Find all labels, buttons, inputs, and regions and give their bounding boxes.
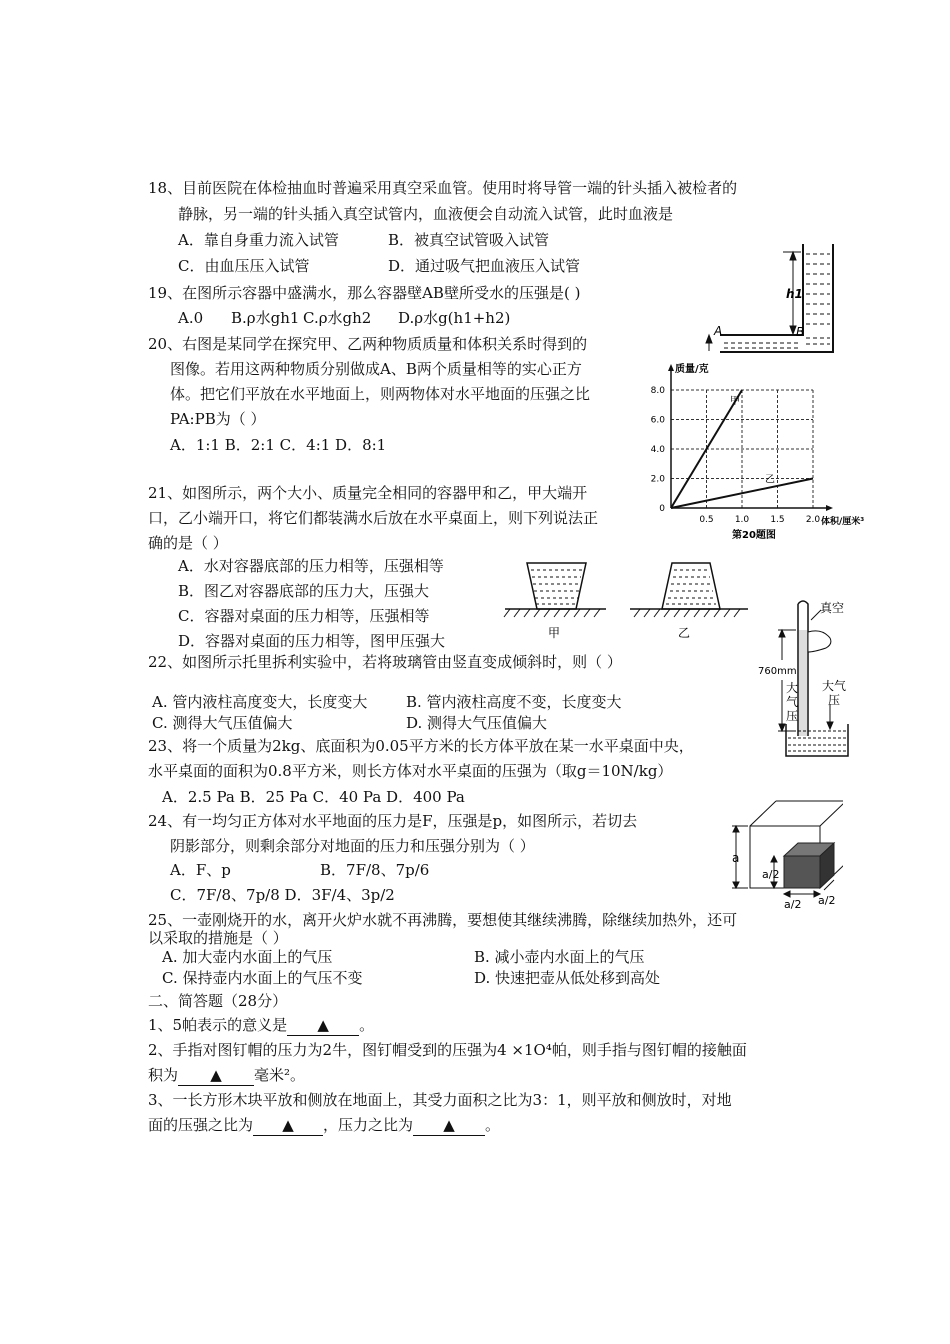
q24-label-a2-bottom: a/2 (784, 898, 802, 910)
y-tick-label: 6.0 (650, 415, 665, 426)
q23-options: A．2.5 Pa B．25 Pa C．40 Pa D．400 Pa (162, 788, 465, 806)
x-axis-arrow (826, 505, 833, 511)
q22-atm-left-3: 压 (786, 709, 799, 723)
q22-height-label: 760mm (758, 666, 797, 677)
q25-option-a: A. 加大壶内水面上的气压 (162, 948, 333, 966)
answer-blank-1[interactable]: ▲ (287, 1015, 359, 1036)
q21-label-jia: 甲 (548, 626, 561, 640)
q22-torricelli-figure (758, 596, 860, 766)
q19-point-a-label: A (714, 324, 723, 338)
q19-container-figure (700, 240, 840, 355)
q24-option-b: B．7F/8、7p/6 (320, 861, 430, 879)
q25-option-d: D. 快速把壶从低处移到高处 (474, 969, 661, 987)
q22-atm-right-2: 压 (828, 693, 841, 707)
q21-option-c: C．容器对桌面的压力相等，压强相等 (178, 607, 430, 625)
q21-line3: 确的是（ ） (148, 534, 228, 552)
q22-stem: 22、如图所示托里拆利实验中，若将玻璃管由竖直变成倾斜时，则（ ） (148, 653, 622, 671)
section2-q2-line1: 2、手指对图钉帽的压力为2牛，图钉帽受到的压强为4 ×1O⁴帕，则手指与图钉帽的接触面 (148, 1041, 747, 1059)
q19-h1-label: h1 (786, 287, 803, 301)
q22-atm-left-1: 大 (786, 681, 799, 695)
y-axis-arrow (668, 364, 674, 371)
section2-q1-text: 1、5帕表示的意义是 (148, 1016, 288, 1034)
q18-option-a: A．靠自身重力流入试管 (178, 231, 339, 249)
q21-line1: 21、如图所示，两个大小、质量完全相同的容器甲和乙，甲大端开 (148, 484, 588, 502)
x-tick-label: 2.0 (805, 515, 821, 525)
q24-option-cd: C．7F/8、7p/8 D．3F/4、3p/2 (170, 886, 395, 904)
origin-label: 0 (659, 504, 665, 514)
q25-line1: 25、一壶刚烧开的水，离开火炉水就不再沸腾，要想使其继续沸腾，除继续加热外，还可 (148, 911, 738, 929)
q19-option-c: C.ρ水gh2 (303, 309, 372, 327)
q21-containers-figure (500, 557, 750, 647)
y-tick-label: 2.0 (650, 474, 665, 485)
answer-blank-4[interactable]: ▲ (413, 1115, 485, 1136)
q20-line1: 20、右图是某同学在探究甲、乙两种物质质量和体积关系时得到的 (148, 335, 588, 353)
q23-line1: 23、将一个质量为2kg、底面积为0.05平方米的长方体平放在某一水平桌面中央， (148, 737, 694, 755)
answer-blank-2[interactable]: ▲ (178, 1065, 254, 1086)
q22-atm-left-2: 气 (786, 695, 799, 709)
section2-q2-text: 积为 (148, 1066, 179, 1084)
section2-q3-end: 。 (485, 1116, 501, 1134)
section2-q3-text: 面的压强之比为 (148, 1116, 254, 1134)
q22-atm-right-1: 大气 (822, 679, 847, 693)
q19-option-a: A.0 (178, 309, 204, 327)
q20-options: A．1:1 B．2:1 C．4:1 D．8:1 (170, 436, 387, 454)
q18-line2: 静脉，另一端的针头插入真空试管内，血液便会自动流入试管，此时血液是 (178, 205, 674, 223)
q25-option-b: B. 减小壶内水面上的气压 (474, 948, 645, 966)
y-tick-label: 4.0 (650, 445, 665, 455)
q19-option-b: B.ρ水gh1 (231, 309, 300, 327)
q22-option-c: C. 测得大气压值偏大 (152, 714, 293, 732)
q24-option-a: A．F、p (170, 861, 231, 879)
q20-line4: PA:PB为（ ） (170, 410, 266, 428)
q22-vacuum-label: 真空 (820, 601, 845, 615)
series-label-1: 甲 (730, 396, 740, 407)
q25-option-c: C. 保持壶内水面上的气压不变 (162, 969, 363, 987)
q25-line2: 以采取的措施是（ ） (148, 929, 288, 947)
q18-option-b: B．被真空试管吸入试管 (388, 231, 550, 249)
q19-option-d: D.ρ水g(h1+h2) (398, 309, 511, 327)
x-tick-label: 1.5 (770, 515, 785, 525)
q22-option-d: D. 测得大气压值偏大 (406, 714, 548, 732)
q24-line2: 阴影部分，则剩余部分对地面的压力和压强分别为（ ） (170, 837, 535, 855)
q22-option-a: A. 管内液柱高度变大，长度变大 (152, 693, 368, 711)
section2-title: 二、简答题（28分） (148, 992, 288, 1010)
y-tick-label: 8.0 (650, 386, 665, 396)
x-axis-title: 体积/厘米³ (821, 517, 865, 527)
q22-option-b: B. 管内液柱高度不变，长度变大 (406, 693, 622, 711)
q20-line2: 图像。若用这两种物质分别做成A、B两个质量相等的实心正方 (170, 360, 582, 378)
series-label-2: 乙 (765, 474, 775, 486)
q23-line2: 水平桌面的面积为0.8平方米，则长方体对水平桌面的压强为（取g＝10N/kg） (148, 762, 673, 780)
q18-option-d: D．通过吸气把血液压入试管 (388, 257, 581, 275)
section2-q3-mid: ，压力之比为 (323, 1116, 414, 1134)
section2-q2-unit: 毫米²。 (254, 1066, 306, 1084)
q21-option-d: D．容器对桌面的压力相等，图甲压强大 (178, 632, 446, 650)
q18-line1: 18、目前医院在体检抽血时普遍采用真空采血管。使用时将导管一端的针头插入被检者的 (148, 179, 738, 197)
x-tick-label: 0.5 (699, 515, 714, 525)
chart-caption: 第20题图 (732, 530, 776, 540)
section2-q1 (148, 1015, 374, 1036)
q24-label-a2-left: a/2 (762, 868, 780, 881)
q21-option-a: A．水对容器底部的压力相等，压强相等 (178, 557, 444, 575)
q21-option-b: B．图乙对容器底部的压力大，压强大 (178, 582, 430, 600)
q21-label-yi: 乙 (678, 626, 691, 640)
q24-label-a: a (732, 851, 740, 865)
q24-cube-figure (728, 798, 843, 910)
section2-q2-line2 (148, 1065, 305, 1086)
q24-line1: 24、有一均匀正方体对水平地面的压力是F，压强是p，如图所示，若切去 (148, 812, 638, 830)
q21-line2: 口，乙小端开口，将它们都装满水后放在水平桌面上，则下列说法正 (148, 509, 599, 527)
q19-point-b-label: B (796, 325, 805, 339)
section2-q3-line1: 3、一长方形木块平放和侧放在地面上，其受力面积之比为3：1，则平放和侧放时，对地 (148, 1091, 732, 1109)
q20-mass-volume-chart (643, 360, 900, 540)
answer-blank-3[interactable]: ▲ (253, 1115, 323, 1136)
q24-label-a2-right: a/2 (818, 894, 836, 907)
section2-q1-end: 。 (359, 1016, 375, 1034)
q18-option-c: C．由血压压入试管 (178, 257, 310, 275)
section2-q3-line2 (148, 1115, 500, 1136)
q20-line3: 体。把它们平放在水平地面上，则两物体对水平地面的压强之比 (170, 385, 591, 403)
q19-stem: 19、在图所示容器中盛满水，那么容器壁AB壁所受水的压强是( ) (148, 284, 581, 302)
x-tick-label: 1.0 (734, 515, 750, 525)
y-axis-title: 质量/克 (675, 364, 709, 375)
